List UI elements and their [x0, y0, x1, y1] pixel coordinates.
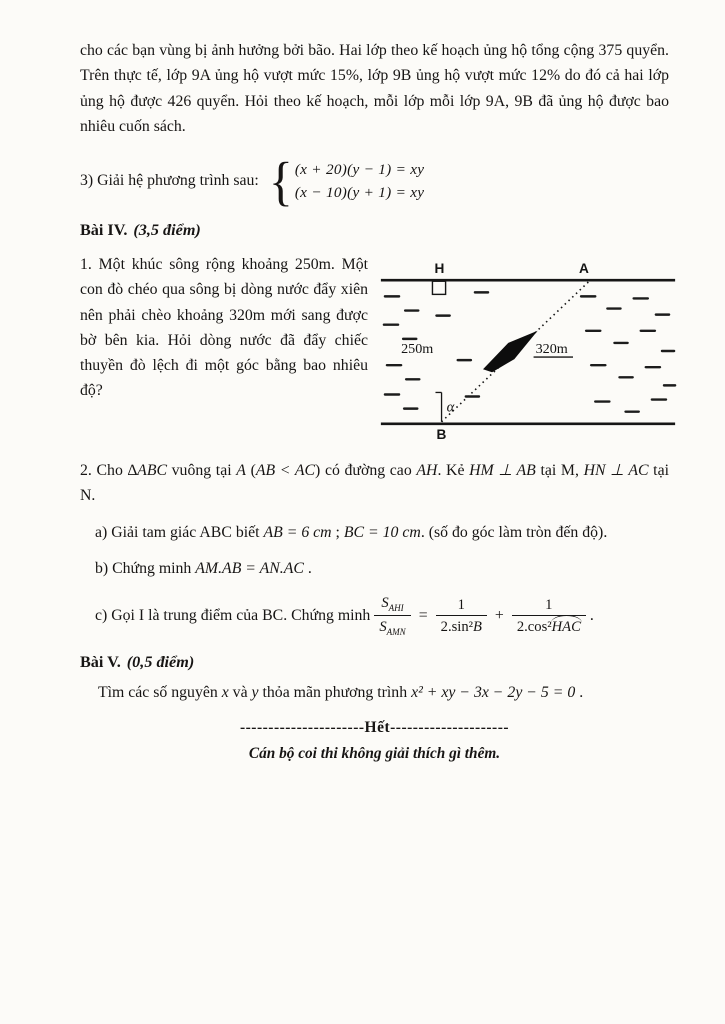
frac-sin-num: 1 — [436, 596, 487, 616]
frac-sin-var: B — [473, 618, 482, 635]
p5-math: x — [221, 683, 229, 701]
part-a-math: BC = 10 cm — [343, 523, 421, 541]
end-divider: ----------------------Hết--------------------- — [239, 718, 510, 736]
part-a-text: . (số đo góc làm tròn đến độ). — [420, 523, 608, 541]
section-5-heading — [80, 653, 669, 672]
problem-4-1-text: 1. Một khúc sông rộng khoảng 250m. Một con đò chéo qua sông bị dòng nước đẩy xiên nên phải chèo khoảng 320m mới sang được bờ bên kia. Hỏi dòng nước đã đẩy chiếc thuyền đò lệch đi một góc bằng bao nhiêu độ? — [80, 256, 368, 400]
part-b-text: b) Chứng minh — [95, 560, 196, 578]
p5-math: y — [251, 683, 259, 701]
label-alpha: α — [446, 399, 455, 416]
q2-text: ( — [245, 462, 256, 480]
problem-3 — [80, 150, 669, 212]
frac-num-s: S — [381, 594, 389, 611]
part-a-math: AB = 6 cm — [263, 523, 332, 541]
frac-num-sub: AHI — [388, 602, 404, 613]
section-4-heading — [80, 221, 669, 240]
q2-text: vuông tại — [167, 462, 237, 480]
p5-text: Tìm các số nguyên — [98, 683, 222, 701]
part-c-period: . — [589, 606, 594, 624]
part-c — [95, 594, 669, 638]
equation-2: (x − 10)(y + 1) = xy — [294, 184, 425, 202]
equals-sign: = — [418, 606, 428, 624]
q2-math: HN ⊥ AC — [583, 462, 649, 480]
section-4-title: Bài IV. — [80, 221, 128, 240]
q2-text: . Kẻ — [437, 462, 470, 480]
q2-math: AB < AC — [255, 462, 316, 480]
fraction-sin — [436, 596, 487, 636]
frac-cos-num: 1 — [512, 596, 586, 616]
label-a: A — [579, 261, 589, 277]
part-a-text: a) Giải tam giác ABC biết — [95, 523, 264, 541]
problem-5-text — [98, 684, 669, 702]
q2-math: HM ⊥ AB — [469, 462, 536, 480]
boat-shape — [483, 331, 538, 372]
label-320m: 320m — [535, 341, 568, 358]
part-b-text: . — [303, 560, 312, 578]
problem-3-label: 3) Giải hệ phương trình sau: — [80, 172, 259, 190]
fraction-areas — [374, 594, 410, 638]
equation-1: (x + 20)(y − 1) = xy — [294, 160, 425, 178]
fraction-cos — [512, 596, 586, 636]
problem-4-1-row — [80, 252, 669, 442]
system-brace: { — [268, 150, 293, 212]
part-b-math: AM.AB = AN.AC — [195, 560, 304, 578]
part-c-text: c) Gọi I là trung điểm của BC. Chứng minh — [95, 606, 371, 624]
p5-math: x² + xy − 3x − 2y − 5 = 0 — [411, 683, 576, 701]
section-5-title: Bài V. — [80, 652, 121, 671]
q2-math: ∆ABC — [127, 462, 167, 480]
problem-4-2-text — [80, 458, 669, 509]
frac-sin-den: 2.sin² — [440, 618, 473, 635]
q2-text: tại M, — [535, 462, 584, 480]
p5-text: và — [228, 683, 252, 701]
frac-den-s: S — [379, 618, 387, 635]
q2-math: AH — [416, 462, 438, 480]
right-angle-marker — [432, 281, 445, 294]
label-h: H — [434, 261, 445, 277]
intro-paragraph: cho các bạn vùng bị ảnh hưởng bởi bão. Hai lớp theo kế hoạch ủng hộ tổng cộng 375 quyển. Trên thực tế, lớp 9A ủng hộ vượt mức 15%, lớp 9B ủng hộ vượt mức 12% do đó cả hai lớp ủng hộ được 426 quyển. Hỏi theo kế hoạch, mỗi lớp mỗi lớp 9A, 9B đã ủng hộ được bao nhiêu cuốn sách. — [80, 42, 669, 135]
angle-hac-hat: HAC — [551, 618, 581, 635]
p5-text: thỏa mãn phương trình — [258, 683, 412, 701]
q2-text: ) có đường cao — [315, 462, 417, 480]
frac-den-sub: AMN — [386, 626, 406, 637]
label-b: B — [436, 427, 447, 443]
river-figure-wrap — [378, 252, 678, 442]
plus-sign: + — [494, 606, 504, 624]
frac-cos-den: 2.cos² — [516, 618, 552, 635]
q2-text: tại N. — [80, 462, 669, 505]
section-4-points: (3,5 điểm) — [133, 221, 201, 240]
equation-system — [268, 150, 425, 212]
part-a — [95, 521, 669, 545]
proctor-note: Cán bộ coi thi không giải thích gì thêm. — [248, 744, 501, 762]
section-5-points: (0,5 điểm) — [126, 652, 195, 671]
q2-text: 2. Cho — [80, 462, 128, 480]
label-250m: 250m — [401, 341, 434, 358]
p5-text: . — [575, 683, 584, 701]
q2-math: A — [236, 462, 246, 480]
system-equations — [295, 158, 425, 205]
part-a-text: ; — [331, 523, 344, 541]
part-b — [95, 557, 669, 581]
river-diagram — [378, 260, 678, 442]
